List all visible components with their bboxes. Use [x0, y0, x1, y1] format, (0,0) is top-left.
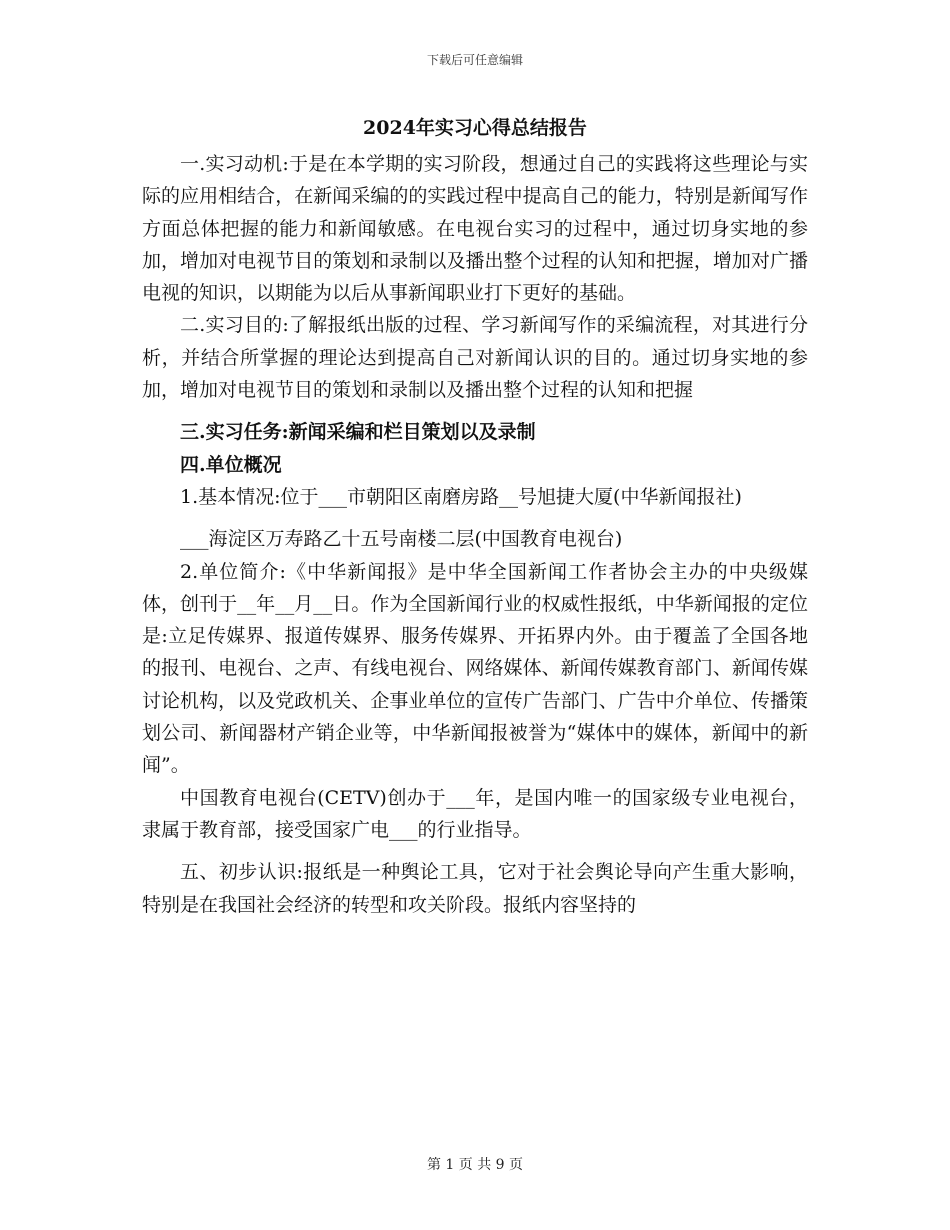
paragraph-unit-intro: 2.单位简介:《中华新闻报》是中华全国新闻工作者协会主办的中央级媒体，创刊于__年__月__日。作为全国新闻行业的权威性报纸，中华新闻报的定位是:立足传媒界、报道传媒界、服务传媒界、开拓界内外。由于覆盖了全国各地的报刊、电视台、之声、有线电视台、网络媒体、新闻传媒教育部门、新闻传媒讨论机构，以及党政机关、企事业单位的宣传广告部门、广告中介单位、传播策划公司、新闻器材产销企业等，中华新闻报被誉为“媒体中的媒体，新闻中的新闻”。: [142, 560, 808, 777]
heading-task: 三.实习任务:新闻采编和栏目策划以及录制: [180, 421, 536, 444]
document-title: 2024年实习心得总结报告: [363, 117, 587, 139]
paragraph-basic-info: 1.基本情况:位于___市朝阳区南磨房路__号旭捷大厦(中华新闻报社): [180, 485, 742, 508]
paragraph-motivation: 一.实习动机:于是在本学期的实习阶段，想通过自己的实践将这些理论与实际的应用相结合，在新闻采编的的实践过程中提高自己的能力，特别是新闻写作方面总体把握的能力和新闻敏感。在电视台实习的过程中，通过切身实地的参加，增加对电视节目的策划和录制以及播出整个过程的认知和把握，增加对广播电视的知识，以期能为以后从事新闻职业打下更好的基础。: [142, 153, 808, 305]
paragraph-address-cetv: ___海淀区万寿路乙十五号南楼二层(中国教育电视台): [180, 528, 623, 551]
heading-unit-overview: 四.单位概况: [180, 453, 282, 476]
paragraph-purpose: 二.实习目的:了解报纸出版的过程、学习新闻写作的采编流程，对其进行分析，并结合所掌握的理论达到提高自己对新闻认识的目的。通过切身实地的参加，增加对电视节目的策划和录制以及播出整个过程的认知和把握: [142, 314, 808, 402]
page-header-note: 下载后可任意编辑: [426, 53, 523, 67]
document-body: [142, 148, 808, 921]
paragraph-cetv-intro: 中国教育电视台(CETV)创办于___年，是国内唯一的国家级专业电视台，隶属于教育部，接受国家广电___的行业指导。: [142, 786, 808, 841]
paragraph-initial-understanding: 五、初步认识:报纸是一种舆论工具，它对于社会舆论导向产生重大影响，特别是在我国社会经济的转型和攻关阶段。报纸内容坚持的: [142, 861, 808, 916]
page-number: 第 1 页 共 9 页: [426, 1157, 524, 1173]
